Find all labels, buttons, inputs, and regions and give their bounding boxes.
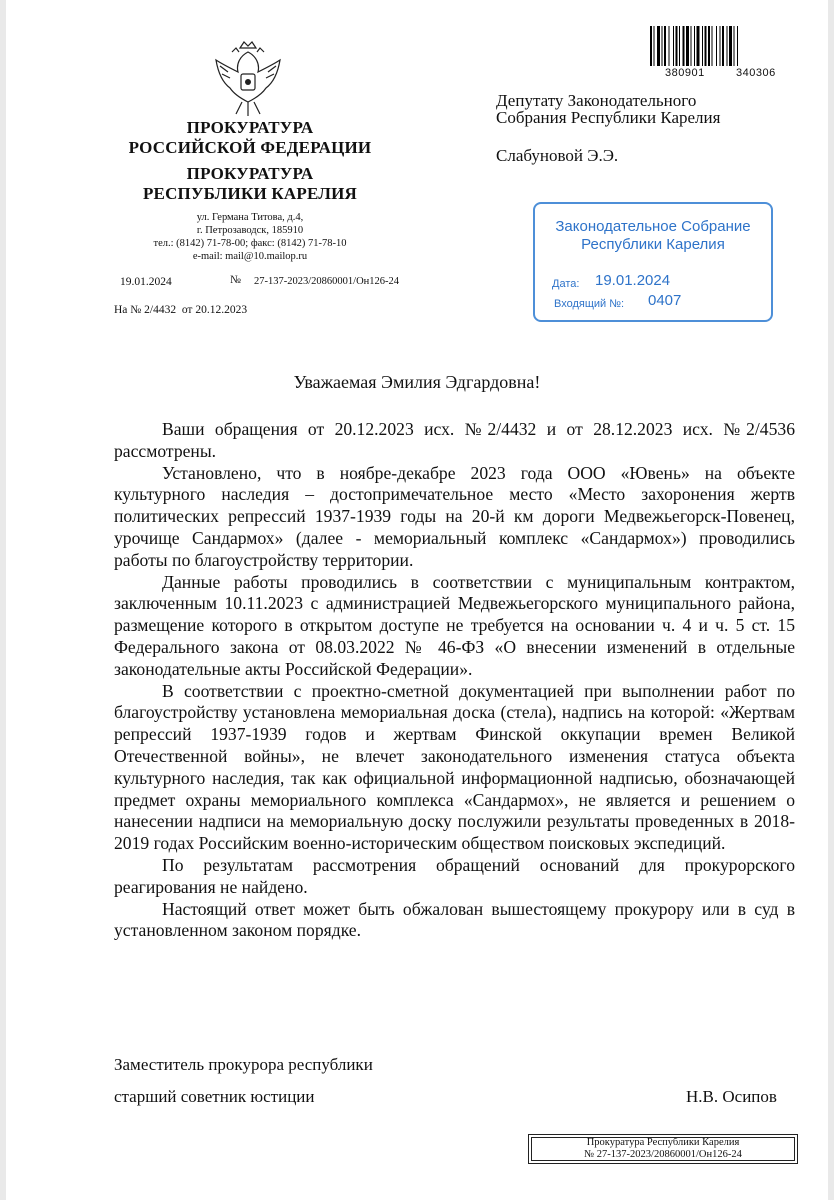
email: e-mail: mail@10.mailop.ru [192,251,308,262]
paragraph: Ваши обращения от 20.12.2023 исх. №2/4432 и от 28.12.2023 исх. №2/4536 рассмотрены. [114,419,795,461]
address-line2: г. Петрозаводск, 185910 [196,225,304,236]
letter-body [114,419,795,942]
addressee [496,92,720,126]
registration-box [528,1134,798,1164]
sub-org-line2: РЕСПУБЛИКИ КАРЕЛИЯ [142,184,358,203]
registration-line1: Прокуратура Республики Карелия [586,1137,740,1148]
signatory-name: Н.В. Осипов [686,1087,777,1106]
coat-of-arms-icon [210,38,286,120]
paragraph: Данные работы проводились в соответствии с муниципальным контрактом, заключенным 10.11.2023 с администрацией Медвежьегорского муниципального района, размещение которого в открытом доступе не требуется на основании ч. 4 и ч. 5 ст. 15 Федерального закона от 08.03.2022 № 46-ФЗ «О внесении изменений в отдельные законодательные акты Российской Федерации». [114,571,795,679]
paragraph: Установлено, что в ноябре-декабре 2023 года ООО «Ювень» на объекте культурного наследия – достопримечательное место «Место захоронения жертв политических репрессий 1937-1939 годы на 20-й км дороги Медвежьегорск-Повенец, урочище Сандармох» (далее - мемориальный комплекс «Сандармох») проводились работы по благоустройству территории. [114,462,795,570]
reply-reference: На № 2/4432 от 20.12.2023 [114,304,248,316]
stamp-title [535,218,771,254]
barcode-number-left: 380901 [665,67,705,79]
greeting: Уважаемая Эмилия Эдгардовна! [293,372,541,392]
letter-number: 27-137-2023/20860001/Он126-24 [254,276,400,287]
org-name-line1: ПРОКУРАТУРА [186,118,314,137]
signatory-position: Заместитель прокурора республики [114,1055,373,1074]
signatory-rank: старший советник юстиции [114,1087,315,1106]
scan-edge-right [828,0,834,1200]
addressee-line2: Собрания Республики Карелия [496,108,721,127]
address-line1: ул. Германа Титова, д.4, [196,212,304,223]
stamp-date-value: 19.01.2024 [595,272,671,289]
stamp-date-label: Дата: [552,278,580,290]
stamp-incoming-label: Входящий №: [554,298,625,310]
stamp-title-line2: Республики Карелия [581,236,725,253]
addressee-line1: Депутату Законодательного [496,91,697,110]
stamp-incoming-value: 0407 [648,292,682,309]
addressee-name: Слабуновой Э.Э. [496,146,619,165]
scan-edge-left [0,0,6,1200]
letter-date: 19.01.2024 [120,276,172,288]
barcode-number-right: 340306 [736,67,776,79]
paragraph: В соответствии с проектно-сметной документацией при выполнении работ по благоустройству установлена мемориальная доска (стела), надпись на которой: «Жертвам репрессий 1937-1939 годов и жертвам Финской оккупации времен Великой Отечественной войны», не влечет законодательного изменения статуса объекта культурного наследия, так как официальной информационной надписью, обозначающей предмет охраны мемориального комплекса «Сандармох», не является и решением о нанесении надписи на мемориальную доску послужили результаты проведенных в 2018-2019 годах Российским военно-историческим обществом поисковых экспедиций. [114,680,795,854]
org-name-line2: РОССИЙСКОЙ ФЕДЕРАЦИИ [128,138,372,157]
letter-number-prefix: № [230,274,241,286]
phone-fax: тел.: (8142) 71-78-00; факс: (8142) 71-78-10 [153,238,347,249]
registration-line2: № 27-137-2023/20860001/Он126-24 [584,1149,742,1160]
sub-org-line1: ПРОКУРАТУРА [186,164,314,183]
paragraph: По результатам рассмотрения обращений оснований для прокурорского реагирования не найдено. [114,854,795,897]
barcode [650,26,782,66]
stamp-title-line1: Законодательное Собрание [555,218,751,235]
paragraph: Настоящий ответ может быть обжалован вышестоящему прокурору или в суд в установленном законом порядке. [114,898,795,941]
registration-stamp [533,202,773,322]
